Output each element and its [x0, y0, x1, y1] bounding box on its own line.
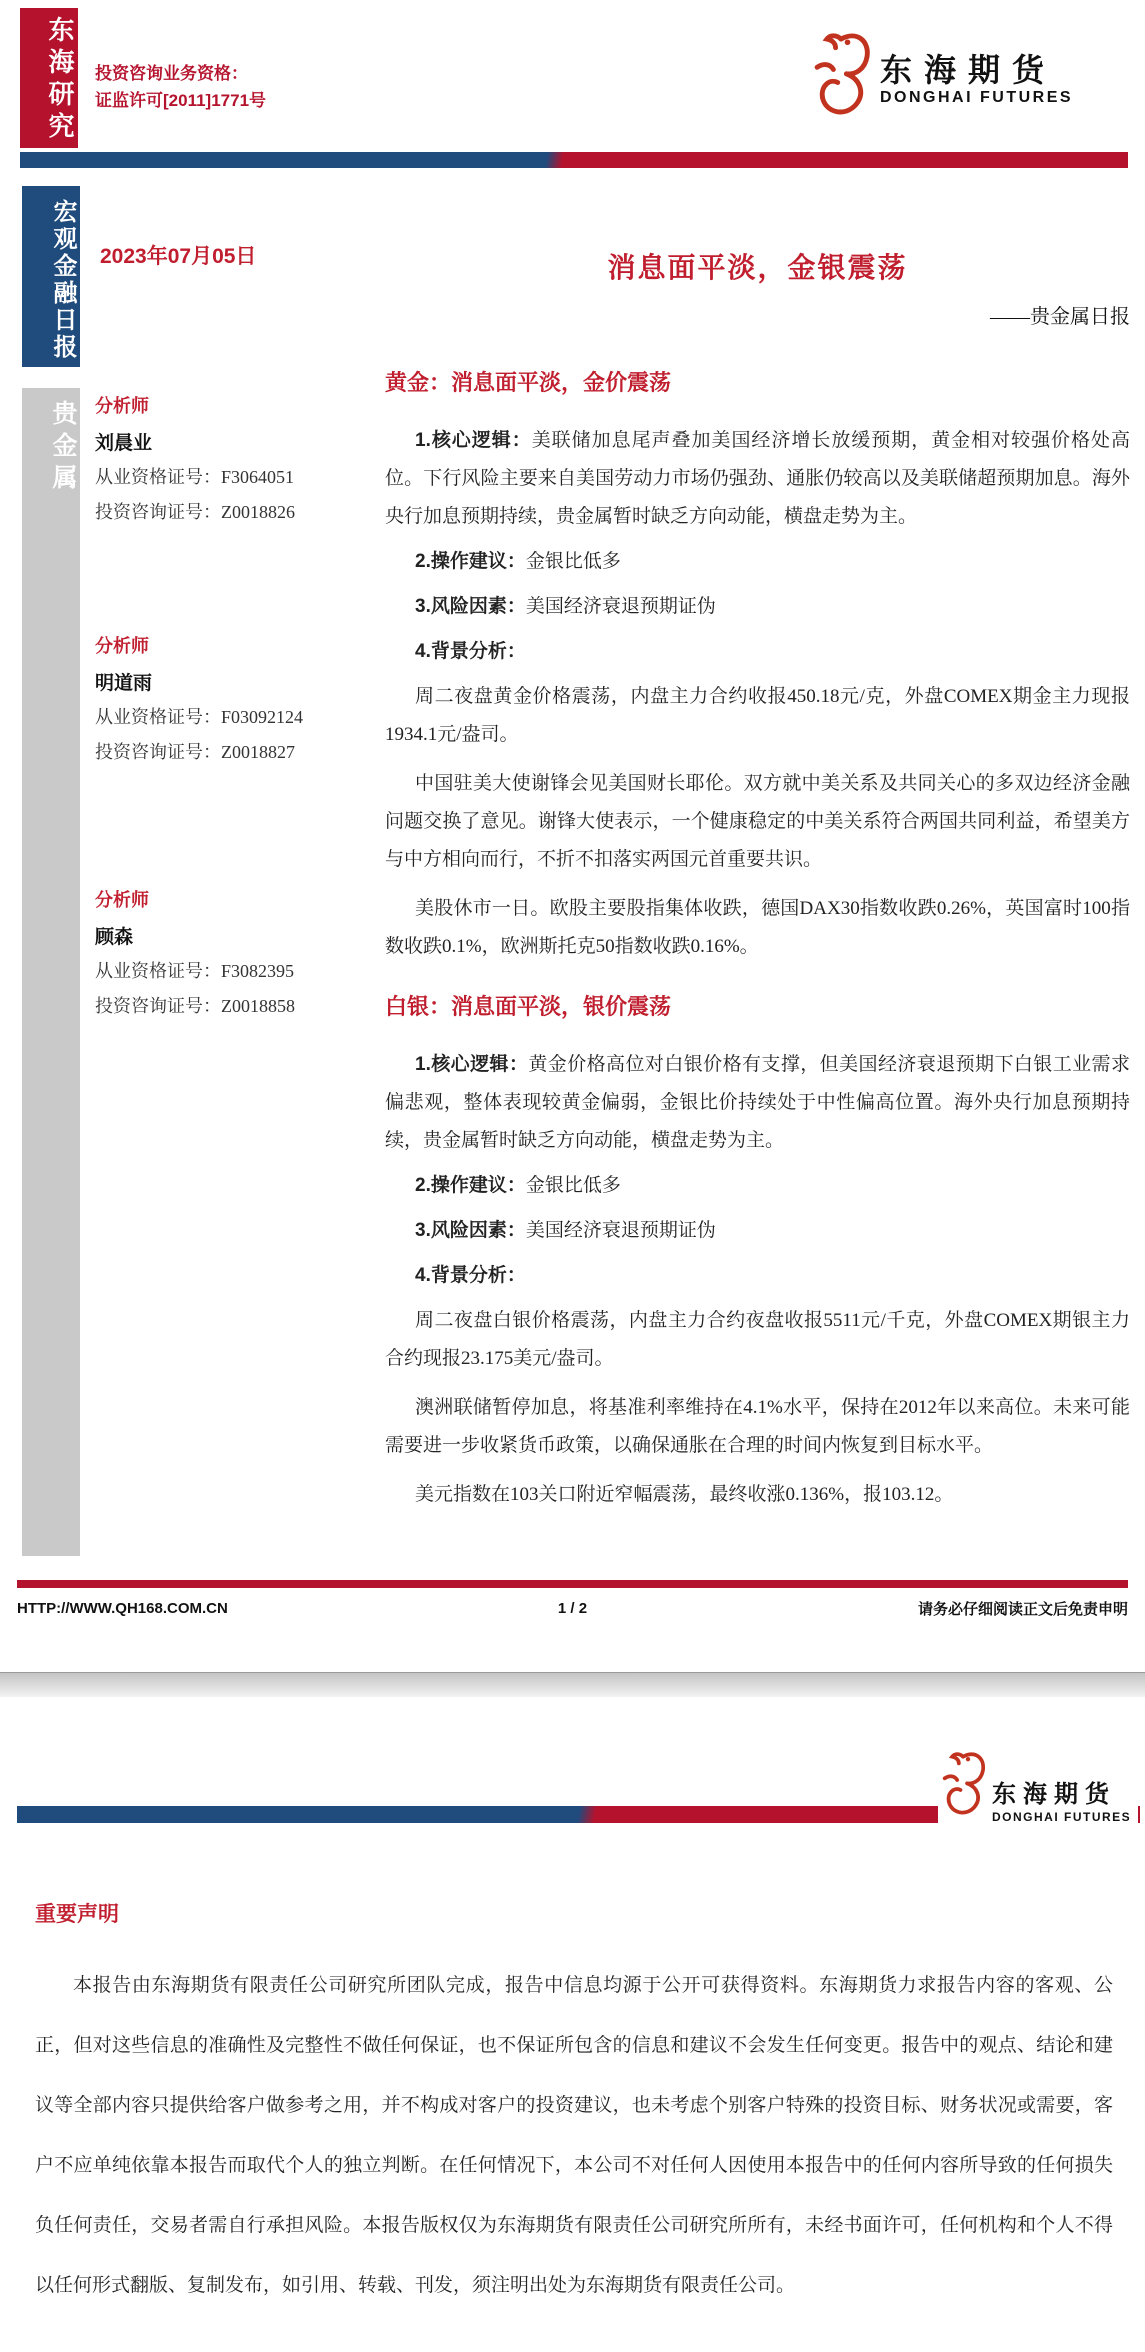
logo-chinese-name: 东海期货 — [992, 1782, 1116, 1808]
silver-background-para-3: 美元指数在103关口附近窄幅震荡，最终收涨0.136%，报103.12。 — [415, 1484, 954, 1505]
item-label: 4.背景分析： — [415, 1265, 526, 1286]
company-logo-page2 — [938, 1742, 1138, 1842]
silver-core-logic — [385, 1046, 1130, 1160]
logo-english-name: DONGHAI FUTURES — [992, 1809, 1132, 1824]
analyst-name: 明道雨 — [95, 673, 153, 694]
footer — [17, 1598, 1128, 1619]
header-divider-bar — [20, 152, 1128, 168]
dragon-logo-icon — [938, 1742, 988, 1828]
gold-risk-factor — [385, 588, 1130, 626]
item-label: 4.背景分析： — [415, 641, 526, 662]
analyst-cert-1: 从业资格证号：F3064051 — [95, 467, 295, 487]
item-label: 2.操作建议： — [415, 551, 526, 572]
category-banner — [22, 388, 80, 1556]
item-label: 2.操作建议： — [415, 1175, 526, 1196]
silver-trade-advice — [385, 1167, 1130, 1205]
footer-disclaimer-note: 请务必仔细阅读正文后免责申明 — [917, 1601, 1128, 1618]
gold-background-para-2: 中国驻美大使谢锋会见美国财长耶伦。双方就中美关系及共同关心的多双边经济金融问题交换了意见。谢锋大使表示，一个健康稳定的中美关系符合两国共同利益，希望美方与中方相向而行，不折不扣落实两国元首重要共识。 — [385, 773, 1130, 870]
silver-risk-factor — [385, 1212, 1130, 1250]
silver-background-para-2: 澳洲联储暂停加息，将基准利率维持在4.1%水平，保持在2012年以来高位。未来可能需要进一步收紧货币政策，以确保通胀在合理的时间内恢复到目标水平。 — [385, 1397, 1130, 1456]
item-text: 黄金价格高位对白银价格有支撑，但美国经济衰退预期下白银工业需求偏悲观，整体表现较黄金偏弱，金银比价持续处于中性偏高位置。海外央行加息预期持续，贵金属暂时缺乏方向动能，横盘走势为主。 — [385, 1054, 1130, 1151]
disclaimer-body: 本报告由东海期货有限责任公司研究所团队完成，报告中信息均源于公开可获得资料。东海期货力求报告内容的客观、公正，但对这些信息的准确性及完整性不做任何保证，也不保证所包含的信息和建议不会发生任何变更。报告中的观点、结论和建议等全部内容只提供给客户做参考之用，并不构成对客户的投资建议，也未考虑个别客户特殊的投资目标、财务状况或需要，客户不应单纯依靠本报告而取代个人的独立判断。在任何情况下，本公司不对任何人因使用本报告中的任何内容所导致的任何损失负任何责任，交易者需自行承担风险。本报告版权仅为东海期货有限责任公司研究所所有，未经书面许可，任何机构和个人不得以任何形式翻版、复制发布，如引用、转载、刊发，须注明出处为东海期货有限责任公司。 — [35, 1975, 1113, 2296]
qualification-block — [95, 60, 266, 114]
dragon-logo-icon — [808, 26, 874, 126]
analyst-cert-2: 投资咨询证号：Z0018827 — [95, 742, 295, 762]
report-type-banner — [22, 186, 80, 367]
report-title: 消息面平淡，金银震荡 — [607, 253, 908, 284]
gold-background-label — [385, 633, 1130, 671]
analyst-block-2 — [95, 632, 373, 765]
analyst-cert-2: 投资咨询证号：Z0018826 — [95, 502, 295, 522]
analyst-role: 分析师 — [95, 890, 149, 910]
footer-url-link[interactable]: HTTP://WWW.QH168.COM.CN — [17, 1600, 228, 1617]
item-label: 1.核心逻辑： — [415, 1054, 529, 1075]
research-label: 东海研究 — [45, 16, 74, 144]
analyst-role: 分析师 — [95, 396, 149, 416]
report-type-label: 宏观金融日报 — [49, 198, 75, 361]
silver-background-para-1: 周二夜盘白银价格震荡，内盘主力合约夜盘收报5511元/千克，外盘COMEX期银主力合约现报23.175美元/盎司。 — [385, 1310, 1130, 1369]
item-text: 美国经济衰退预期证伪 — [525, 1220, 716, 1241]
item-text: 美国经济衰退预期证伪 — [525, 596, 716, 617]
report-body — [385, 368, 1130, 1525]
analyst-name: 顾森 — [95, 927, 134, 948]
qualification-line1: 投资咨询业务资格： — [95, 64, 248, 83]
qualification-line2: 证监许可[2011]1771号 — [95, 91, 267, 110]
logo-chinese-name: 东海期货 — [880, 52, 1057, 88]
report-subtitle: ——贵金属日报 — [990, 306, 1130, 328]
research-vertical-banner — [20, 8, 78, 148]
item-text: 美联储加息尾声叠加美国经济增长放缓预期，黄金相对较强价格处高位。下行风险主要来自美国劳动力市场仍强劲、通胀仍较高以及美联储超预期加息。海外央行加息预期持续，贵金属暂时缺乏方向动能，横盘走势为主。 — [385, 430, 1130, 527]
item-label: 1.核心逻辑： — [415, 430, 532, 451]
analyst-role: 分析师 — [95, 636, 149, 656]
gold-trade-advice — [385, 543, 1130, 581]
analyst-cert-2: 投资咨询证号：Z0018858 — [95, 996, 295, 1016]
item-label: 3.风险因素： — [415, 1220, 526, 1241]
category-label: 贵金属 — [49, 400, 76, 496]
item-text: 金银比低多 — [525, 551, 621, 572]
page-separator — [0, 1672, 1145, 1697]
footer-divider-bar — [17, 1580, 1128, 1588]
logo-english-name: DONGHAI FUTURES — [880, 88, 1074, 106]
analyst-cert-1: 从业资格证号：F03092124 — [95, 707, 304, 727]
analyst-block-3 — [95, 886, 373, 1019]
analyst-cert-1: 从业资格证号：F3082395 — [95, 961, 295, 981]
company-logo — [808, 26, 1073, 126]
analyst-name: 刘晨业 — [95, 433, 153, 454]
gold-background-para-3: 美股休市一日。欧股主要股指集体收跌，德国DAX30指数收跌0.26%，英国富时100指数收跌0.1%，欧洲斯托克50指数收跌0.16%。 — [385, 898, 1130, 957]
silver-section-heading: 白银：消息面平淡，银价震荡 — [385, 994, 672, 1019]
disclaimer-heading: 重要声明 — [35, 1903, 119, 1926]
page-number: 1 / 2 — [557, 1600, 588, 1617]
gold-core-logic — [385, 422, 1130, 536]
item-label: 3.风险因素： — [415, 596, 526, 617]
gold-section-heading: 黄金：消息面平淡，金价震荡 — [385, 370, 672, 395]
title-block — [385, 246, 1130, 329]
analyst-block-1 — [95, 392, 373, 525]
gold-background-para-1: 周二夜盘黄金价格震荡，内盘主力合约收报450.18元/克，外盘COMEX期金主力现报1934.1元/盎司。 — [385, 686, 1130, 745]
silver-background-label — [385, 1257, 1130, 1295]
report-date: 2023年07月05日 — [100, 245, 257, 268]
item-text: 金银比低多 — [525, 1175, 621, 1196]
